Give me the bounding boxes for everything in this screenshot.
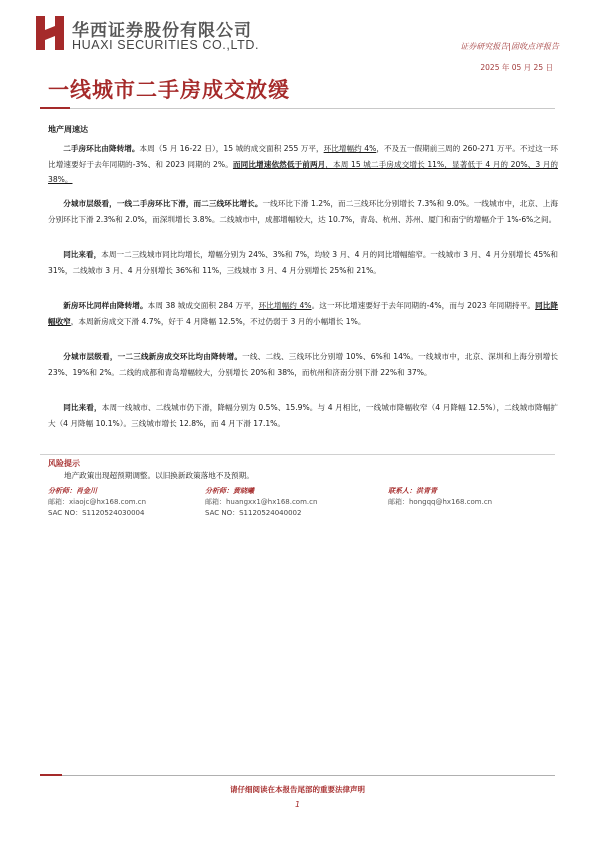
p1-text-1: 本周（5 月 16-22 日），15 城的成交面积 255 万平， [139, 144, 324, 153]
p1-emphasis: 而同比增速依然低于前两月 [232, 159, 326, 169]
document-type: 证券研究报告|固收点评报告 [460, 42, 559, 51]
title-divider-accent [40, 107, 70, 109]
company-name-en: HUAXI SECURITIES CO.,LTD. [72, 38, 260, 52]
analyst-2-email[interactable]: 邮箱：huangxx1@hx168.com.cn [205, 498, 318, 506]
p3-lead: 同比来看， [63, 250, 102, 259]
risk-text: 地产政策出现超预期调整。以旧换新政策落地不及预期。 [64, 471, 254, 480]
contact-email[interactable]: 邮箱：hongqq@hx168.com.cn [388, 498, 493, 506]
analyst-2-role: 分析师：黄晓曦 [205, 487, 254, 495]
risk-divider [40, 454, 555, 455]
analyst-2 [205, 486, 317, 519]
page-number: 1 [294, 800, 301, 809]
section-title: 地产周速达 [48, 125, 88, 134]
p2-text-1: 一线环比下滑 1.2%，而二三线环比分别增长 7.3%和 9.0%。一线城市中，北京、上海分别环比下滑 2.3%和 2.0%，而深圳增长 3.8%。二线城市中，成都增幅较大，达 10.7%，青岛、杭州、苏州、厦门和南宁的增幅介于 1%-6%之间。 [48, 199, 558, 224]
paragraph-5 [48, 349, 558, 380]
paragraph-4 [48, 298, 558, 329]
contact-role: 联系人：洪青青 [388, 487, 437, 495]
report-date: 2025 年 05 月 25 日 [480, 63, 553, 72]
p4-text-1: 本周 38 城成交面积 284 万平， [147, 301, 259, 310]
p1-text-3: ，本周 15 城二手房成交增长 11%，显著低于 4 月的 20%、3 月的 38%。 [48, 159, 559, 184]
p1-text-2: ，不及五一假期前三周的 260-271 万平。不过这一环比增速要好于去年同期的-3%、和 2023 同期的 2%。 [48, 144, 558, 169]
analyst-1-sac: SAC NO：S1120524030004 [48, 509, 145, 517]
p4-underline-1: 环比增幅约 4% [258, 301, 312, 310]
analyst-1-email[interactable]: 邮箱：xiaojc@hx168.com.cn [48, 498, 147, 506]
footer-divider-accent [40, 774, 62, 776]
p4-lead: 新房环比同样由降转增。 [63, 301, 148, 310]
title-divider [40, 108, 555, 109]
p5-text-1: 一线、二线、三线环比分别增 10%、6%和 14%。一线城市中，北京、深圳和上海分别增长 23%、19%和 2%。二线的成都和青岛增幅较大，分别增长 20%和 38%，而杭州和济南分别下滑 22%和 37%。 [48, 352, 558, 377]
report-title: 一线城市二手房成交放缓 [48, 77, 290, 102]
p1-lead: 二手房环比由降转增。 [63, 144, 140, 153]
p6-lead: 同比来看， [63, 403, 102, 412]
analyst-1 [48, 486, 146, 519]
p3-text-1: 本周一二三线城市同比均增长，增幅分别为 24%、3%和 7%，均较 3 月、4 月的同比增幅缩窄。一线城市 3 月、4 月分别增长 45%和 31%，二线城市 3 月、4 月分别增长 36%和 11%，三线城市 3 月、4 月分别增长 25%和 21%。 [48, 250, 559, 275]
p6-text-1: 本周一线城市、二线城市仍下滑，降幅分别为 0.5%、15.9%。与 4 月相比，一线城市降幅收窄（4 月降幅 12.5%），二线城市降幅扩大（4 月降幅 10.1%）。三线城市增长 12.8%，而 4 月下滑 17.1%。 [48, 403, 559, 428]
p5-lead: 分城市层级看，一二三线新房成交环比均由降转增。 [63, 352, 243, 361]
huaxi-logo-icon [36, 16, 64, 50]
paragraph-2 [48, 196, 558, 227]
paragraph-1 [48, 141, 558, 188]
contact-person [388, 486, 492, 508]
p4-emphasis: 同比降幅收窄 [48, 301, 559, 326]
company-name-cn: 华西证券股份有限公司 [72, 21, 252, 41]
legal-disclaimer-note: 请仔细阅读在本报告尾部的重要法律声明 [230, 785, 365, 794]
p1-underline-1: 环比增幅约 4% [323, 144, 377, 153]
paragraph-3 [48, 247, 558, 278]
analyst-1-role: 分析师：肖金川 [48, 487, 97, 495]
p4-text-2: 。这一环比增速要好于去年同期的-4%，而与 2023 年同期持平。 [311, 301, 536, 310]
footer-divider [40, 775, 555, 776]
analyst-2-sac: SAC NO：S1120524040002 [205, 509, 302, 517]
paragraph-6 [48, 400, 558, 431]
p2-lead: 分城市层级看，一线二手房环比下滑，而二三线环比增长。 [63, 199, 263, 208]
risk-heading: 风险提示 [48, 459, 80, 468]
p4-text-3: ，本周新房成交下滑 4.7%，好于 4 月降幅 12.5%，不过仍弱于 3 月的小幅增长 1%。 [70, 316, 366, 326]
